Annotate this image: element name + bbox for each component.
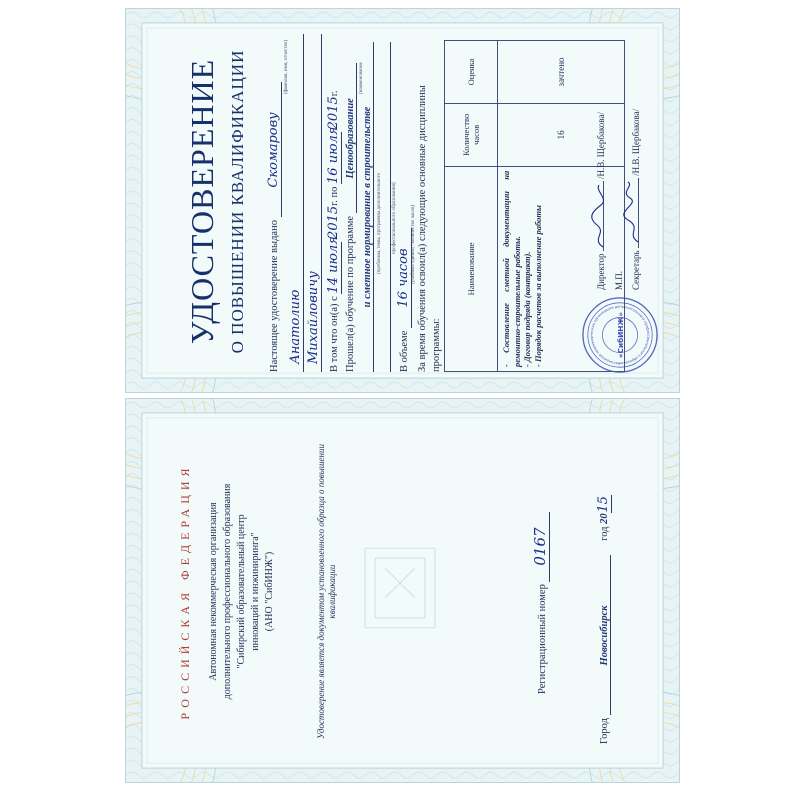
reg-label: Регистрационный номер [537,584,548,694]
header-hours: Количество часов [445,103,498,166]
certificate-note: Удостоверение является документом установленного образца о повышении квалификации [316,443,338,740]
hours-cell: 16 [498,103,625,166]
name-line [288,34,304,372]
volume-label: В объеме [399,330,410,372]
organization-stamp [581,296,659,374]
program-note-2: (проблемы, темы, программы дополнительного [377,172,382,274]
director-name: /Н.В. Щербакова/ [596,112,606,179]
year-value: 20 [599,513,610,524]
surname-note: (фамилия, имя, отчество) [284,40,289,94]
org-line-2: дополнительного профессионального образования [222,483,233,700]
director-label: Директор [596,253,606,290]
program-name-note: (наименование [359,62,364,94]
top-rotated-content [126,9,680,393]
period-line [326,91,342,373]
certificate-subtitle: О ПОВЫШЕНИИ КВАЛИФИКАЦИИ [228,49,247,354]
volume-handwritten: 16 часов [396,228,412,328]
bottom-rotated-content [126,399,680,783]
volume-note: (учебных единиц / количество часов) [411,204,416,284]
subject-item: - Договор подряда (контракт). [522,251,533,367]
program-label: Прошел(а) обучение по программе [345,215,356,372]
header-name: Наименование [445,166,498,371]
program-name-2: и сметное нормирование в строительстве [362,42,374,372]
year-label: год [599,526,610,541]
program-note-3: профессионального образования) [392,182,397,254]
year-handwritten: 15 [596,496,611,513]
program-line-2 [362,42,374,372]
issued-label: Настоящее удостоверение выдано [269,220,280,372]
org-line-4: инноваций и инжиниринга" [250,532,261,651]
stamp-center-text: «СибИНЖ» [615,311,625,359]
during-text: За время обучения освоил(а) следующие основные дисциплины программы: [417,85,442,372]
stamp-ring-text: Автономная некоммерческая организация дополнительного профессионального образован [589,304,651,366]
program-name-1: Ценообразование [345,63,357,213]
secretary-signature [638,178,639,248]
period-suffix: г. [329,90,340,97]
blank-underline [380,42,391,372]
org-line-5: (АНО "СибИНЖ") [264,551,275,632]
subject-item: - Составление сметной документации на ремонтно-строительные работы. [501,170,522,367]
date-to-handwritten: 16 июля [326,126,341,184]
table-header-row [445,41,498,372]
name-handwritten: Анатолию [288,34,304,372]
director-signature-icon [589,181,609,251]
program-line [345,63,357,372]
volume-line [396,228,412,372]
secretary-line [631,109,641,290]
date-from-handwritten: 14 июля [326,236,341,294]
country-heading: РОССИЙСКАЯ ФЕДЕРАЦИЯ [178,463,192,720]
org-line-1: Автономная некоммерческая организация [208,502,219,681]
patronymic-line [306,34,322,372]
secretary-signature-icon [622,178,644,248]
secretary-label: Секретарь [631,250,641,290]
city-value: Новосибирск [599,555,611,715]
subject-item: - Порядок расчетов за выполнение работы [532,205,543,367]
registration-line [531,512,550,694]
city-label: Город [599,718,610,744]
certificate-title: УДОСТОВЕРЕНИЕ [184,58,220,345]
issued-line [266,82,282,372]
director-signature [603,181,604,251]
city-year-line [596,495,612,744]
certificate-cover-page [125,398,680,783]
org-line-3: "Сибирский образовательный центр [236,514,247,669]
period-prefix: В том что он(а) с [329,296,340,372]
header-grade: Оценка [445,41,498,104]
certificate-inner-page [125,8,680,393]
mp-label: М.П. [614,270,624,290]
surname-handwritten: Скомарову [266,82,282,217]
year-from-handwritten: 2015 [326,205,341,239]
patronymic-handwritten: Михайловичу [306,34,322,372]
year-to-handwritten: 2015 [326,96,341,130]
secretary-name: /Н.В. Щербакова/ [631,108,641,176]
director-line [596,112,606,290]
grade-cell: зачтено [498,41,625,104]
period-mid: г. по [329,186,340,206]
reg-number-handwritten: 0167 [531,512,550,582]
